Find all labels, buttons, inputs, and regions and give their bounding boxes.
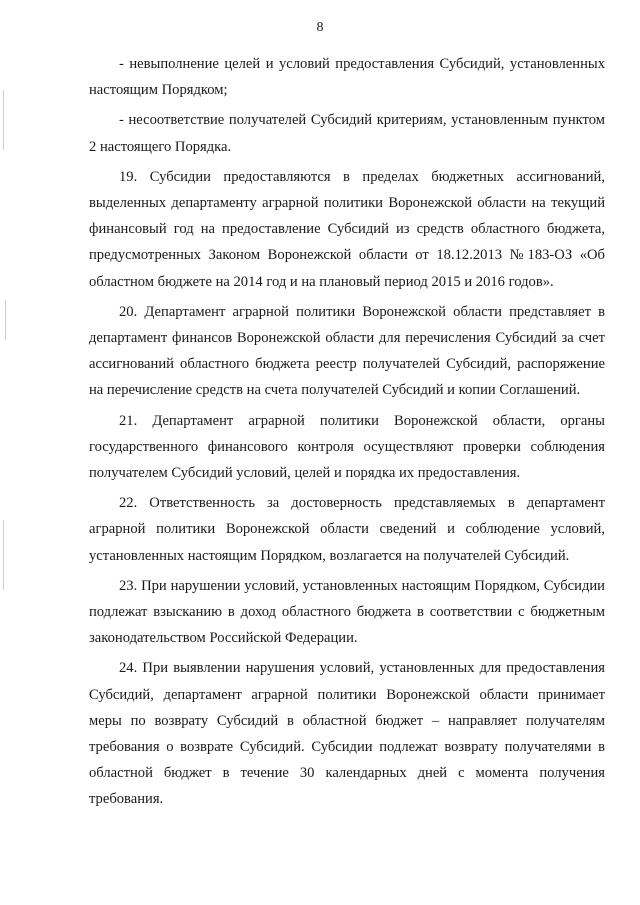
paragraph-23: 23. При нарушении условий, установленных настоящим Порядком, Субсидии подлежат взысканию в доход областного бюджета в соответствии с бюджетным законодательством Российской Федерации. [89,577,605,647]
paragraph-19: 19. Субсидии предоставляются в пределах бюджетных ассигнований, выделенных департаменту аграрной политики Воронежской области на текущий финансовый год на предоставление Субсидий из средств областного бюджета, предусмотренных Законом Воронежской области от 18.12.2013 №183-ОЗ «Об областном бюджете на 2014 год и на плановый период 2015 и 2016 годов». [89,168,605,290]
paragraph-20: 20. Департамент аграрной политики Воронежской области представляет в департамент финансов Воронежской области для перечисления Субсидий за счет ассигнований областного бюджета реестр получателей Субсидий, распоряжение на перечисление средств на счета получателей Субсидий и копии Соглашений. [89,303,605,399]
scan-edge-mark [5,300,6,340]
page-number: 8 [316,20,324,35]
document-body [89,51,605,813]
paragraph-21: 21. Департамент аграрной политики Воронежской области, органы государственного финансового контроля осуществляют проверки соблюдения получателем Субсидий условий, целей и порядка их предоставления. [89,412,605,482]
scan-edge-mark [3,520,4,590]
paragraph-22: 22. Ответственность за достоверность представляемых в департамент аграрной политики Воронежской области сведений и соблюдение условий, установленных настоящим Порядком, возлагается на получателей Субсидий. [89,495,605,564]
paragraph-bullet-1: - невыполнение целей и условий предоставления Субсидий, установленных настоящим Порядком; [89,56,605,99]
paragraph-24: 24. При выявлении нарушения условий, установленных для предоставления Субсидий, департамент аграрной политики Воронежской области принимает меры по возврату Субсидий в областной бюджет – направляет получателям требования о возврате Субсидий. Субсидии подлежат возврату получателями в областной бюджет в течение 30 календарных дней с момента получения требования. [89,660,605,808]
scan-edge-mark [3,90,4,150]
paragraph-bullet-2: - несоответствие получателей Субсидий критериям, установленным пунктом 2 настоящего Порядка. [89,112,605,155]
